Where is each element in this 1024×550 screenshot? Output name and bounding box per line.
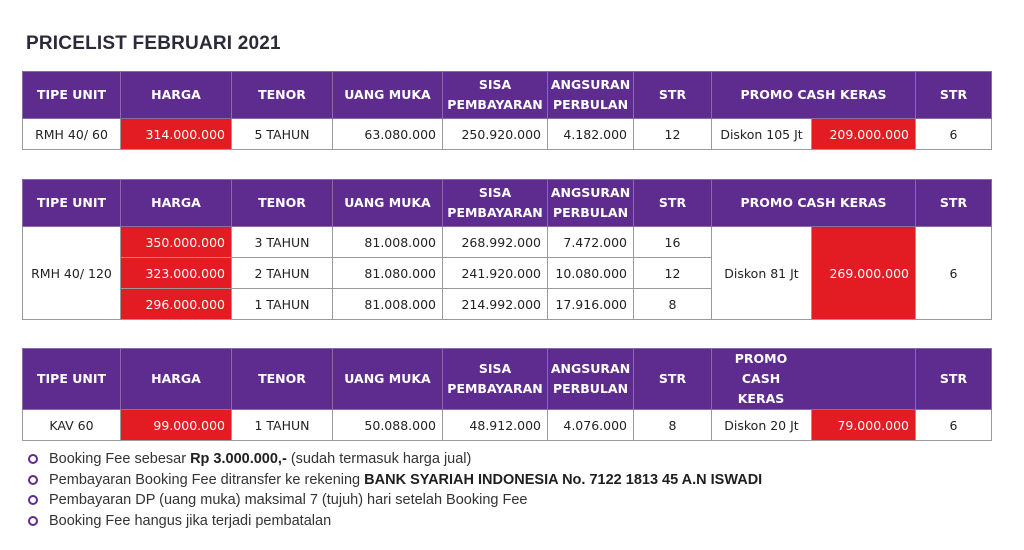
cell-uang-muka: 81.008.000 bbox=[333, 227, 443, 258]
circle-outline-icon bbox=[28, 475, 38, 485]
note-text-bold: Rp 3.000.000,- bbox=[190, 451, 287, 467]
note-text bbox=[49, 449, 471, 470]
table-header-row bbox=[23, 72, 992, 119]
cell-sisa-pembayaran: 268.992.000 bbox=[443, 227, 548, 258]
header-sisa-pembayaran: SISA PEMBAYARAN bbox=[443, 180, 548, 227]
pricelist-table-kav-60 bbox=[22, 348, 992, 441]
cell-str: 12 bbox=[634, 119, 712, 150]
cell-angsuran: 10.080.000 bbox=[548, 258, 634, 289]
circle-outline-icon bbox=[28, 454, 38, 464]
cell-sisa-pembayaran: 214.992.000 bbox=[443, 289, 548, 320]
cell-uang-muka: 50.088.000 bbox=[333, 410, 443, 441]
note-text bbox=[49, 490, 527, 511]
cell-tipe-unit: RMH 40/ 120 bbox=[23, 227, 121, 320]
cell-tipe-unit: KAV 60 bbox=[23, 410, 121, 441]
pricelist-table-rmh-40-60 bbox=[22, 71, 992, 150]
cell-angsuran: 7.472.000 bbox=[548, 227, 634, 258]
note-text-pre: Pembayaran DP (uang muka) maksimal 7 (tujuh) hari setelah Booking Fee bbox=[49, 492, 528, 508]
cell-harga: 99.000.000 bbox=[121, 410, 232, 441]
table-header-row bbox=[23, 349, 992, 410]
cell-angsuran: 4.076.000 bbox=[548, 410, 634, 441]
header-tenor: TENOR bbox=[232, 72, 333, 119]
cell-tenor: 1 TAHUN bbox=[232, 410, 333, 441]
header-angsuran-perbulan: ANGSURAN PERBULAN bbox=[548, 72, 634, 119]
cell-promo-label: Diskon 81 Jt bbox=[712, 227, 812, 320]
note-text-bold: BANK SYARIAH INDONESIA No. 7122 1813 45 A.N ISWADI bbox=[364, 471, 763, 488]
note-text-pre: Pembayaran Booking Fee ditransfer ke rekening bbox=[49, 471, 365, 488]
list-item bbox=[28, 449, 762, 470]
cell-promo-label: Diskon 20 Jt bbox=[712, 410, 812, 441]
header-angsuran-perbulan: ANGSURAN PERBULAN bbox=[548, 349, 634, 410]
header-promo-cash-keras-text: PROMO CASH KERAS bbox=[734, 351, 788, 406]
cell-harga: 296.000.000 bbox=[121, 289, 232, 320]
cell-tenor: 3 TAHUN bbox=[232, 227, 333, 258]
cell-promo-label: Diskon 105 Jt bbox=[712, 119, 812, 150]
header-str: STR bbox=[634, 349, 712, 410]
circle-outline-icon bbox=[28, 495, 38, 505]
header-str-promo: STR bbox=[916, 180, 992, 227]
cell-str: 16 bbox=[634, 227, 712, 258]
header-uang-muka: UANG MUKA bbox=[333, 72, 443, 119]
table-header-row bbox=[23, 180, 992, 227]
note-text bbox=[49, 511, 331, 532]
list-item bbox=[28, 511, 762, 532]
circle-outline-icon bbox=[28, 516, 38, 526]
header-harga: HARGA bbox=[121, 180, 232, 227]
cell-promo-price: 209.000.000 bbox=[812, 119, 916, 150]
header-tenor: TENOR bbox=[232, 180, 333, 227]
table-row bbox=[23, 119, 992, 150]
header-promo-cash-keras: PROMO CASH KERAS bbox=[712, 72, 916, 119]
header-tipe-unit: TIPE UNIT bbox=[23, 349, 121, 410]
note-text-pre: Booking Fee hangus jika terjadi pembatalan bbox=[49, 512, 332, 529]
page-title: PRICELIST FEBRUARI 2021 bbox=[26, 33, 281, 54]
cell-str-promo: 6 bbox=[916, 119, 992, 150]
cell-tenor: 2 TAHUN bbox=[232, 258, 333, 289]
note-text-pre: Booking Fee sebesar bbox=[49, 451, 191, 467]
note-text-post: (sudah termasuk harga jual) bbox=[286, 451, 472, 467]
cell-uang-muka: 81.080.000 bbox=[333, 258, 443, 289]
cell-str: 8 bbox=[634, 289, 712, 320]
header-str: STR bbox=[634, 180, 712, 227]
header-sisa-pembayaran: SISA PEMBAYARAN bbox=[443, 72, 548, 119]
cell-tenor: 5 TAHUN bbox=[232, 119, 333, 150]
table-row bbox=[23, 227, 992, 258]
header-str: STR bbox=[634, 72, 712, 119]
header-tipe-unit: TIPE UNIT bbox=[23, 180, 121, 227]
list-item bbox=[28, 490, 762, 511]
header-promo-cash-keras bbox=[712, 349, 916, 410]
header-str-promo: STR bbox=[916, 72, 992, 119]
table-row bbox=[23, 410, 992, 441]
cell-sisa-pembayaran: 250.920.000 bbox=[443, 119, 548, 150]
cell-uang-muka: 63.080.000 bbox=[333, 119, 443, 150]
cell-uang-muka: 81.008.000 bbox=[333, 289, 443, 320]
header-tipe-unit: TIPE UNIT bbox=[23, 72, 121, 119]
cell-sisa-pembayaran: 241.920.000 bbox=[443, 258, 548, 289]
cell-str-promo: 6 bbox=[916, 410, 992, 441]
notes-list bbox=[28, 449, 762, 531]
cell-harga: 323.000.000 bbox=[121, 258, 232, 289]
cell-str: 8 bbox=[634, 410, 712, 441]
header-str-promo: STR bbox=[916, 349, 992, 410]
header-harga: HARGA bbox=[121, 72, 232, 119]
cell-sisa-pembayaran: 48.912.000 bbox=[443, 410, 548, 441]
cell-promo-price: 269.000.000 bbox=[812, 227, 916, 320]
cell-tipe-unit: RMH 40/ 60 bbox=[23, 119, 121, 150]
header-uang-muka: UANG MUKA bbox=[333, 349, 443, 410]
cell-str-promo: 6 bbox=[916, 227, 992, 320]
header-angsuran-perbulan: ANGSURAN PERBULAN bbox=[548, 180, 634, 227]
cell-angsuran: 17.916.000 bbox=[548, 289, 634, 320]
cell-str: 12 bbox=[634, 258, 712, 289]
header-promo-cash-keras: PROMO CASH KERAS bbox=[712, 180, 916, 227]
note-text bbox=[49, 470, 762, 491]
header-uang-muka: UANG MUKA bbox=[333, 180, 443, 227]
header-tenor: TENOR bbox=[232, 349, 333, 410]
pricelist-table-rmh-40-120 bbox=[22, 179, 992, 320]
cell-promo-price: 79.000.000 bbox=[812, 410, 916, 441]
cell-angsuran: 4.182.000 bbox=[548, 119, 634, 150]
cell-tenor: 1 TAHUN bbox=[232, 289, 333, 320]
header-harga: HARGA bbox=[121, 349, 232, 410]
list-item bbox=[28, 470, 762, 491]
cell-harga: 314.000.000 bbox=[121, 119, 232, 150]
cell-harga: 350.000.000 bbox=[121, 227, 232, 258]
header-sisa-pembayaran: SISA PEMBAYARAN bbox=[443, 349, 548, 410]
